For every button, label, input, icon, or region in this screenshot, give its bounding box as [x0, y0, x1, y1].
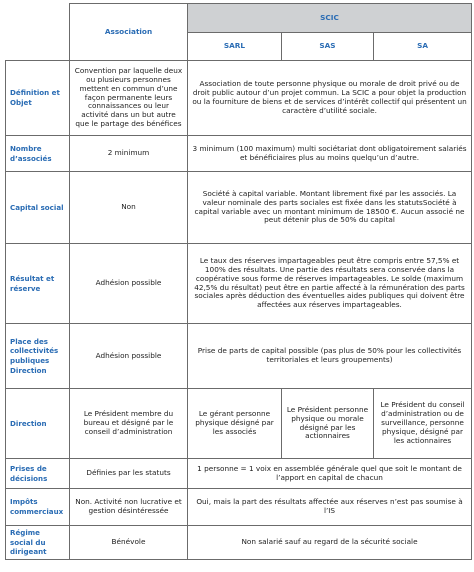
row-label-resultat: Résultat et réserve — [6, 244, 70, 324]
table-row — [6, 61, 472, 136]
row-label-collectivites: Place des collectivités publiques Direction — [6, 324, 70, 389]
cell-sarl: Le gérant personne physique désigné par les associés — [188, 389, 282, 459]
table-row — [6, 324, 472, 389]
cell-association: Définies par les statuts — [70, 459, 188, 489]
row-label-decisions: Prises de décisions — [6, 459, 70, 489]
row-label-associes: Nombre d’associés — [6, 136, 70, 172]
cell-scic: Oui, mais la part des résultats affectée aux réserves n’est pas soumise à l’IS — [188, 489, 472, 526]
cell-scic: Le taux des réserves impartageables peut être compris entre 57,5% et 100% des résultats. Une partie des résultats sera conservée dans la coopérative sous forme de réserves impartageables. Le solde (maximum 42,5% du résultat) peut être en partie affecté à la rémunération des parts sociales après déduction des éventuelles aides publiques qui doivent être affectées aux réserves impartageables. — [188, 244, 472, 324]
header-row-top — [6, 4, 472, 33]
table-row — [6, 172, 472, 244]
cell-scic: Société à capital variable. Montant librement fixé par les associés. La valeur nominale des parts sociales est fixée dans les statutsSociété à capital variable avec un montant minimum de 18500 €. Aucun associé ne peut détenir plus de 50% du capital — [188, 172, 472, 244]
table-row — [6, 526, 472, 560]
header-sas: SAS — [282, 33, 374, 61]
header-blank-cell — [6, 4, 70, 61]
table-row — [6, 389, 472, 459]
header-sa: SA — [374, 33, 472, 61]
cell-association: Le Président membre du bureau et désigné par le conseil d’administration — [70, 389, 188, 459]
cell-association: Non. Activité non lucrative et gestion désintéressée — [70, 489, 188, 526]
cell-scic: 1 personne = 1 voix en assemblée générale quel que soit le montant de l’apport en capital de chacun — [188, 459, 472, 489]
table-row — [6, 489, 472, 526]
header-association: Association — [70, 4, 188, 61]
table-row — [6, 136, 472, 172]
cell-association: 2 minimum — [70, 136, 188, 172]
cell-association: Adhésion possible — [70, 324, 188, 389]
row-label-regime-social: Régime social du dirigeant — [6, 526, 70, 560]
cell-scic: Prise de parts de capital possible (pas plus de 50% pour les collectivités territoriales et leurs groupements) — [188, 324, 472, 389]
comparison-table — [5, 3, 472, 560]
cell-scic: 3 minimum (100 maximum) multi sociétariat dont obligatoirement salariés et bénéficiaires plus au moins quelqu’un d’autre. — [188, 136, 472, 172]
cell-scic: Association de toute personne physique ou morale de droit privé ou de droit public autour d’un projet commun. La SCIC a pour objet la production ou la fourniture de biens et de services d’intérêt collectif qui présentent un caractère d’utilité sociale. — [188, 61, 472, 136]
row-label-direction: Direction — [6, 389, 70, 459]
row-label-impots: Impôts commerciaux — [6, 489, 70, 526]
cell-association: Bénévole — [70, 526, 188, 560]
cell-association: Adhésion possible — [70, 244, 188, 324]
cell-sas: Le Président personne physique ou morale désigné par les actionnaires — [282, 389, 374, 459]
table-row — [6, 459, 472, 489]
header-scic: SCIC — [188, 4, 472, 33]
cell-association: Non — [70, 172, 188, 244]
row-label-capital: Capital social — [6, 172, 70, 244]
row-label-definition: Définition et Objet — [6, 61, 70, 136]
cell-scic: Non salarié sauf au regard de la sécurité sociale — [188, 526, 472, 560]
header-sarl: SARL — [188, 33, 282, 61]
cell-association: Convention par laquelle deux ou plusieurs personnes mettent en commun d’une façon permanente leurs connaissances ou leur activité dans un but autre que le partage des bénéfices — [70, 61, 188, 136]
cell-sa: Le Président du conseil d’administration ou de surveillance, personne physique, désigné par les actionnaires — [374, 389, 472, 459]
table-row — [6, 244, 472, 324]
